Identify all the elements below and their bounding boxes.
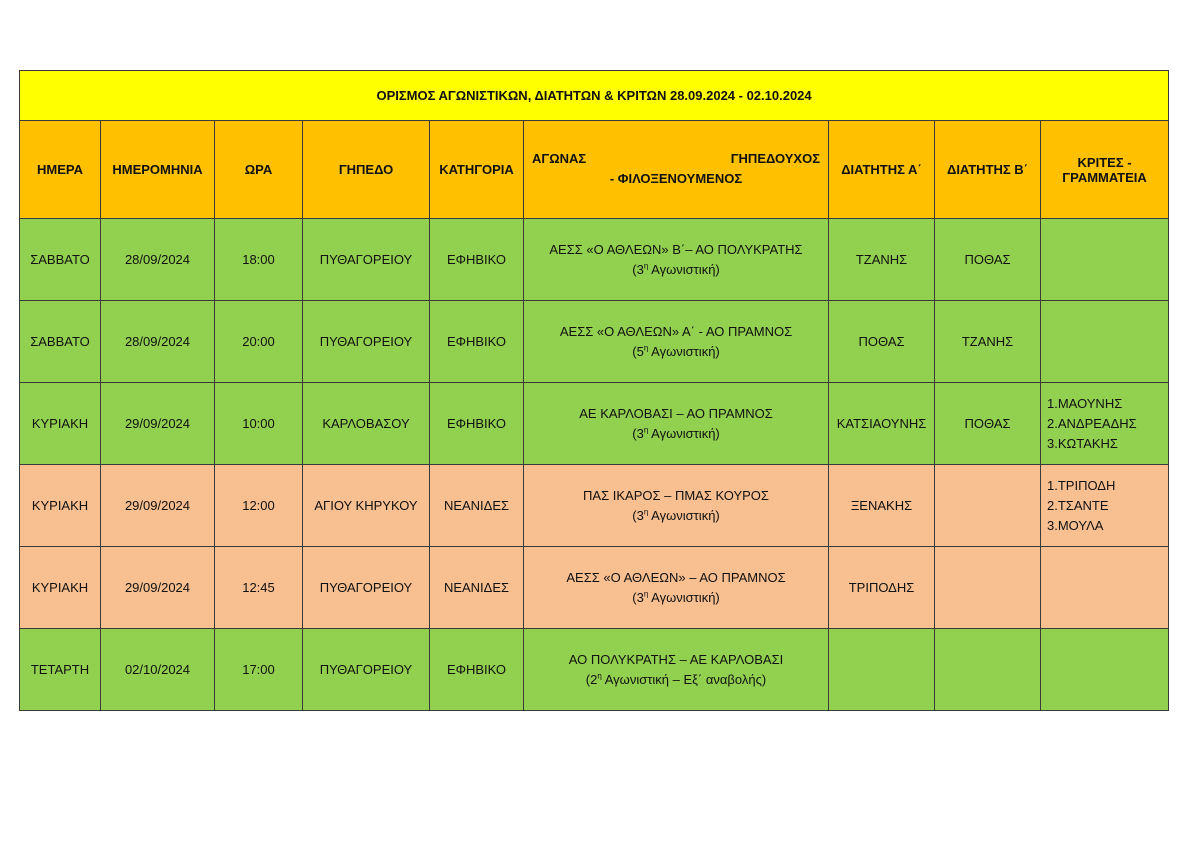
match-teams: ΑΕΣΣ «Ο ΑΘΛΕΩΝ» Α΄ - ΑΟ ΠΡΑΜΝΟΣ <box>559 323 793 339</box>
table-row <box>20 629 1169 711</box>
cell-referee-b: ΤΖΑΝΗΣ <box>935 301 1041 383</box>
cell-venue: ΠΥΘΑΓΟΡΕΙΟΥ <box>303 301 430 383</box>
cell-referee-a: ΞΕΝΑΚΗΣ <box>829 465 935 547</box>
cell-referee-b <box>935 629 1041 711</box>
cell-date: 28/09/2024 <box>101 219 215 301</box>
header-date: ΗΜΕΡΟΜΗΝΙΑ <box>101 121 215 219</box>
header-judges-line2: ΓΡΑΜΜΑΤΕΙΑ <box>1062 169 1147 185</box>
judge-2: 2.ΑΝΔΡΕΑΔΗΣ <box>1047 415 1137 431</box>
header-home-label: ΓΗΠΕΔΟΥΧΟΣ <box>730 151 820 166</box>
round-text: Αγωνιστική) <box>651 261 720 277</box>
header-away-label: - ΦΙΛΟΞΕΝΟΥΜΕΝΟΣ <box>609 171 743 186</box>
match-round: ($5^\eta$ Αγωνιστική) <box>632 343 720 359</box>
round-suffix: η <box>597 671 602 681</box>
cell-category: ΝΕΑΝΙΔΕΣ <box>430 547 524 629</box>
table-title: ΟΡΙΣΜΟΣ ΑΓΩΝΙΣΤΙΚΩΝ, ΔΙΑΤΗΤΩΝ & ΚΡΙΤΩΝ 28.09.2024 - 02.10.2024 <box>20 71 1169 121</box>
cell-time: 12:00 <box>215 465 303 547</box>
judge-2: 2.ΤΣΑΝΤΕ <box>1047 497 1109 513</box>
header-referee-a: ΔΙΑΤΗΤΗΣ Α΄ <box>829 121 935 219</box>
cell-judges <box>1041 383 1169 465</box>
cell-venue: ΑΓΙΟΥ ΚΗΡΥΚΟΥ <box>303 465 430 547</box>
cell-match <box>524 629 829 711</box>
schedule-table <box>19 70 1169 711</box>
round-text: Αγωνιστική – Εξ΄ αναβολής) <box>604 671 767 687</box>
round-number: 2 <box>590 671 598 687</box>
cell-date: 02/10/2024 <box>101 629 215 711</box>
header-judges-line1: ΚΡΙΤΕΣ - <box>1077 154 1132 170</box>
cell-venue: ΠΥΘΑΓΟΡΕΙΟΥ <box>303 219 430 301</box>
match-teams: ΑΕΣΣ «Ο ΑΘΛΕΩΝ» Β΄– ΑΟ ΠΟΛΥΚΡΑΤΗΣ <box>549 241 803 257</box>
cell-referee-b <box>935 465 1041 547</box>
cell-date: 29/09/2024 <box>101 383 215 465</box>
cell-match <box>524 219 829 301</box>
judge-3: 3.ΚΩΤΑΚΗΣ <box>1047 435 1118 451</box>
judge-1: 1.ΜΑΟΥΝΗΣ <box>1047 395 1123 411</box>
round-number: 3 <box>636 261 644 277</box>
cell-time: 20:00 <box>215 301 303 383</box>
cell-category: ΕΦΗΒΙΚΟ <box>430 629 524 711</box>
cell-referee-b: ΠΟΘΑΣ <box>935 219 1041 301</box>
round-number: 3 <box>636 589 644 605</box>
match-round: ($3^\eta$ Αγωνιστική) <box>632 507 720 523</box>
cell-referee-b <box>935 547 1041 629</box>
cell-category: ΕΦΗΒΙΚΟ <box>430 301 524 383</box>
round-suffix: η <box>643 507 649 517</box>
round-suffix: η <box>643 261 649 271</box>
cell-day: ΣΑΒΒΑΤΟ <box>20 219 101 301</box>
match-round: ($2^\eta$ Αγωνιστική – Εξ΄ αναβολής) <box>585 671 767 687</box>
header-time: ΩΡΑ <box>215 121 303 219</box>
cell-match <box>524 383 829 465</box>
cell-category: ΕΦΗΒΙΚΟ <box>430 383 524 465</box>
cell-day: ΚΥΡΙΑΚΗ <box>20 465 101 547</box>
match-teams: ΠΑΣ ΙΚΑΡΟΣ – ΠΜΑΣ ΚΟΥΡΟΣ <box>583 487 769 503</box>
table-row <box>20 547 1169 629</box>
match-round: ($3^\eta$ Αγωνιστική) <box>632 425 720 441</box>
round-suffix: η <box>643 425 649 435</box>
match-teams: ΑΟ ΠΟΛΥΚΡΑΤΗΣ – ΑΕ ΚΑΡΛΟΒΑΣΙ <box>568 651 784 667</box>
cell-match <box>524 301 829 383</box>
cell-category: ΕΦΗΒΙΚΟ <box>430 219 524 301</box>
header-judges <box>1041 121 1169 219</box>
table-row <box>20 465 1169 547</box>
match-teams: ΑΕΣΣ «Ο ΑΘΛΕΩΝ» – ΑΟ ΠΡΑΜΝΟΣ <box>566 569 786 585</box>
header-match <box>524 121 829 219</box>
cell-time: 18:00 <box>215 219 303 301</box>
cell-judges <box>1041 547 1169 629</box>
cell-judges <box>1041 301 1169 383</box>
cell-day: ΚΥΡΙΑΚΗ <box>20 547 101 629</box>
cell-date: 29/09/2024 <box>101 465 215 547</box>
match-round: ($3^\eta$ Αγωνιστική) <box>632 261 720 277</box>
cell-judges <box>1041 629 1169 711</box>
header-day: ΗΜΕΡΑ <box>20 121 101 219</box>
cell-referee-a: ΤΡΙΠΟΔΗΣ <box>829 547 935 629</box>
round-text: Αγωνιστική) <box>651 343 720 359</box>
cell-referee-b: ΠΟΘΑΣ <box>935 383 1041 465</box>
table-row <box>20 301 1169 383</box>
cell-match <box>524 465 829 547</box>
cell-date: 29/09/2024 <box>101 547 215 629</box>
cell-referee-a <box>829 629 935 711</box>
cell-venue: ΠΥΘΑΓΟΡΕΙΟΥ <box>303 629 430 711</box>
round-suffix: η <box>643 343 649 353</box>
cell-day: ΤΕΤΑΡΤΗ <box>20 629 101 711</box>
cell-judges <box>1041 465 1169 547</box>
cell-venue: ΚΑΡΛΟΒΑΣΟΥ <box>303 383 430 465</box>
round-text: Αγωνιστική) <box>651 589 720 605</box>
header-match-label: ΑΓΩΝΑΣ <box>532 151 587 166</box>
round-number: 3 <box>636 507 644 523</box>
round-number: 5 <box>636 343 644 359</box>
cell-day: ΣΑΒΒΑΤΟ <box>20 301 101 383</box>
header-category: ΚΑΤΗΓΟΡΙΑ <box>430 121 524 219</box>
cell-time: 17:00 <box>215 629 303 711</box>
cell-referee-a: ΤΖΑΝΗΣ <box>829 219 935 301</box>
round-suffix: η <box>643 589 649 599</box>
cell-time: 10:00 <box>215 383 303 465</box>
cell-venue: ΠΥΘΑΓΟΡΕΙΟΥ <box>303 547 430 629</box>
header-referee-b: ΔΙΑΤΗΤΗΣ Β΄ <box>935 121 1041 219</box>
table-row <box>20 219 1169 301</box>
cell-time: 12:45 <box>215 547 303 629</box>
round-text: Αγωνιστική) <box>651 507 720 523</box>
header-venue: ΓΗΠΕΔΟ <box>303 121 430 219</box>
round-number: 3 <box>636 425 644 441</box>
cell-category: ΝΕΑΝΙΔΕΣ <box>430 465 524 547</box>
title-row <box>20 71 1169 121</box>
cell-referee-a: ΚΑΤΣΙΑΟΥΝΗΣ <box>829 383 935 465</box>
round-text: Αγωνιστική) <box>651 425 720 441</box>
cell-match <box>524 547 829 629</box>
match-teams: ΑΕ ΚΑΡΛΟΒΑΣΙ – ΑΟ ΠΡΑΜΝΟΣ <box>579 405 773 421</box>
judge-1: 1.ΤΡΙΠΟΔΗ <box>1047 477 1116 493</box>
match-round: ($3^\eta$ Αγωνιστική) <box>632 589 720 605</box>
cell-referee-a: ΠΟΘΑΣ <box>829 301 935 383</box>
header-row <box>20 121 1169 219</box>
cell-judges <box>1041 219 1169 301</box>
cell-date: 28/09/2024 <box>101 301 215 383</box>
judge-3: 3.ΜΟΥΛΑ <box>1047 517 1104 533</box>
cell-day: ΚΥΡΙΑΚΗ <box>20 383 101 465</box>
table-row <box>20 383 1169 465</box>
